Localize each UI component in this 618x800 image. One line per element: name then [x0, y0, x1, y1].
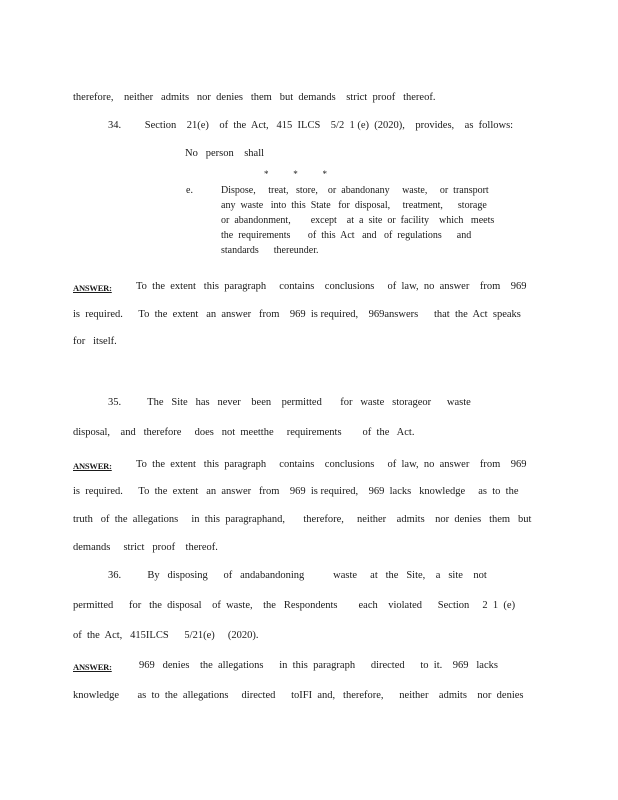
- answer-label: ANSWER:: [73, 662, 112, 672]
- quote-item-letter: e.: [186, 185, 193, 196]
- answer-text: for itself.: [73, 336, 117, 347]
- answer-text: demands strict proof thereof.: [73, 542, 218, 553]
- quote-line: Dispose, treat, store, or abandonany waste, or transport: [221, 185, 489, 196]
- quote-line: the requirements of this Act and of regulations and: [221, 230, 472, 241]
- paragraph-34-heading: 34. Section 21(e) of the Act, 415 ILCS 5/2 1 (e) (2020), provides, as follows:: [108, 120, 514, 131]
- paragraph-36-heading: 36. By disposing of andabandoning waste at the Site, a site not: [108, 570, 487, 581]
- answer-text: To the extent this paragraph contains conclusions of law, no answer from 969: [136, 281, 527, 292]
- text-line: disposal, and therefore does not meetthe requirements of the Act.: [73, 427, 415, 438]
- text-line: of the Act, 415ILCS 5/21(e) (2020).: [73, 630, 259, 641]
- answer-text: truth of the allegations in this paragraphand, therefore, neither admits nor denies them but: [73, 514, 532, 525]
- quote-line: standards thereunder.: [221, 245, 319, 256]
- paragraph-35-heading: 35. The Site has never been permitted for waste storageor waste: [108, 397, 471, 408]
- answer-text: is required. To the extent an answer from 969 is required, 969 lacks knowledge as to the: [73, 486, 519, 497]
- quote-line: or abandonment, except at a site or facility which meets: [221, 215, 495, 226]
- answer-text: 969 denies the allegations in this paragraph directed to it. 969 lacks: [139, 660, 498, 671]
- answer-text: knowledge as to the allegations directed toIFI and, therefore, neither admits nor denies: [73, 690, 524, 701]
- ellipsis-stars: * * *: [264, 169, 327, 179]
- answer-text: is required. To the extent an answer from 969 is required, 969answers that the Act speaks: [73, 309, 521, 320]
- quote-line: any waste into this State for disposal, treatment, storage: [221, 200, 487, 211]
- quote-line: No person shall: [185, 148, 265, 159]
- answer-label: ANSWER:: [73, 283, 112, 293]
- answer-text: To the extent this paragraph contains conclusions of law, no answer from 969: [136, 459, 527, 470]
- answer-label: ANSWER:: [73, 461, 112, 471]
- text-line: permitted for the disposal of waste, the Respondents each violated Section 2 1 (e): [73, 600, 516, 611]
- text-line: therefore, neither admits nor denies them but demands strict proof thereof.: [73, 92, 436, 103]
